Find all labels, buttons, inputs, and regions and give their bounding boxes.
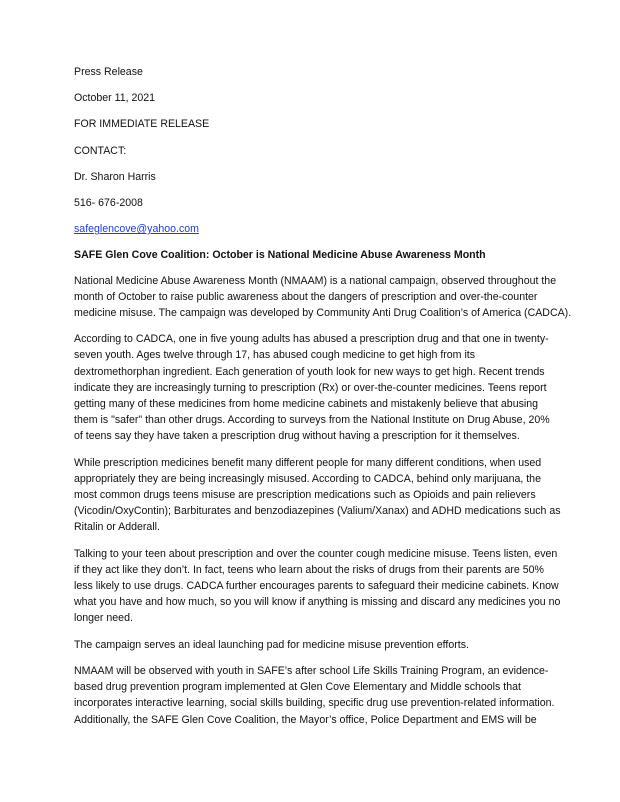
paragraph-line: medicine misuse. The campaign was developed by Community Anti Drug Coalition’s of America (CADCA). — [74, 307, 572, 320]
document-body — [74, 64, 574, 738]
paragraph-line: if they act like they don’t. In fact, teens who learn about the risks of drugs from their parents are 50% — [74, 563, 544, 576]
paragraph — [74, 273, 574, 322]
paragraph-line: based drug prevention program implemented at Glen Cove Elementary and Middle schools that — [74, 681, 521, 694]
paragraph-line: appropriately they are being increasingly misused. According to CADCA, behind only marijuana, the — [74, 472, 541, 485]
paragraph-line: NMAAM will be observed with youth in SAFE’s after school Life Skills Training Program, an evidence- — [74, 664, 549, 677]
release-status: FOR IMMEDIATE RELEASE — [74, 118, 210, 131]
paragraph-line: month of October to raise public awareness about the dangers of prescription and over-the-counter — [74, 290, 538, 303]
paragraph-line: According to CADCA, one in five young adults has abused a prescription drug and that one in twenty- — [74, 333, 549, 346]
contact-label: CONTACT: — [74, 144, 127, 157]
paragraph-line: dextromethorphan ingredient. Each generation of youth look for new ways to get high. Recent trends — [74, 365, 545, 378]
paragraph-line: getting many of these medicines from home medicine cabinets and mistakenly believe that abusing — [74, 398, 539, 411]
paragraph-line: them is "safer" than other drugs. According to surveys from the National Institute on Drug Abuse, 20% — [74, 414, 550, 427]
release-date: October 11, 2021 — [74, 92, 156, 105]
paragraph — [74, 331, 574, 444]
paragraph-line: longer need. — [74, 612, 133, 625]
paragraph — [74, 546, 574, 627]
paragraph-line: The campaign serves an ideal launching pad for medicine misuse prevention efforts. — [74, 638, 469, 651]
document-label: Press Release — [74, 66, 143, 78]
paragraph — [74, 637, 574, 653]
paragraph-line: indicate they are increasingly turning to prescription (Rx) or over-the-counter medicines. Teens report — [74, 381, 547, 394]
document-headline: SAFE Glen Cove Coalition: October is National Medicine Abuse Awareness Month — [74, 249, 486, 262]
paragraph-line: Additionally, the SAFE Glen Cove Coalition, the Mayor’s office, Police Department and EMS will be — [74, 713, 537, 726]
paragraph-line: (Vicodin/OxyContin); Barbiturates and benzodiazepines (Valium/Xanax) and ADHD medications such as — [74, 505, 561, 518]
paragraph-line: incorporates interactive learning, social skills building, specific drug use prevention-related information. — [74, 697, 555, 710]
paragraph — [74, 663, 574, 728]
paragraph-line: most common drugs teens misuse are prescription medications such as Opioids and pain relievers — [74, 489, 536, 502]
paragraph — [74, 455, 574, 536]
paragraph-line: Ritalin or Adderall. — [74, 521, 160, 534]
contact-phone: 516- 676-2008 — [74, 197, 143, 210]
contact-email-link[interactable]: safeglencove@yahoo.com — [74, 223, 200, 236]
paragraph-line: what you have and how much, so you will know if anything is missing and discard any medicines you no — [74, 596, 561, 609]
paragraph-line: of teens say they have taken a prescription drug without having a prescription for it themselves. — [74, 430, 520, 443]
paragraph-line: While prescription medicines benefit many different people for many different conditions, when used — [74, 456, 542, 469]
paragraph-line: seven youth. Ages twelve through 17, has abused cough medicine to get high from its — [74, 349, 476, 362]
paragraph-line: Talking to your teen about prescription and over the counter cough medicine misuse. Teens listen, even — [74, 547, 558, 560]
contact-email-line — [74, 221, 574, 237]
contact-name: Dr. Sharon Harris — [74, 170, 156, 183]
paragraph-line: National Medicine Abuse Awareness Month (NMAAM) is a national campaign, observed throughout the — [74, 274, 557, 287]
paragraph-line: less likely to use drugs. CADCA further encourages parents to safeguard their medicine cabinets. Know — [74, 580, 559, 593]
